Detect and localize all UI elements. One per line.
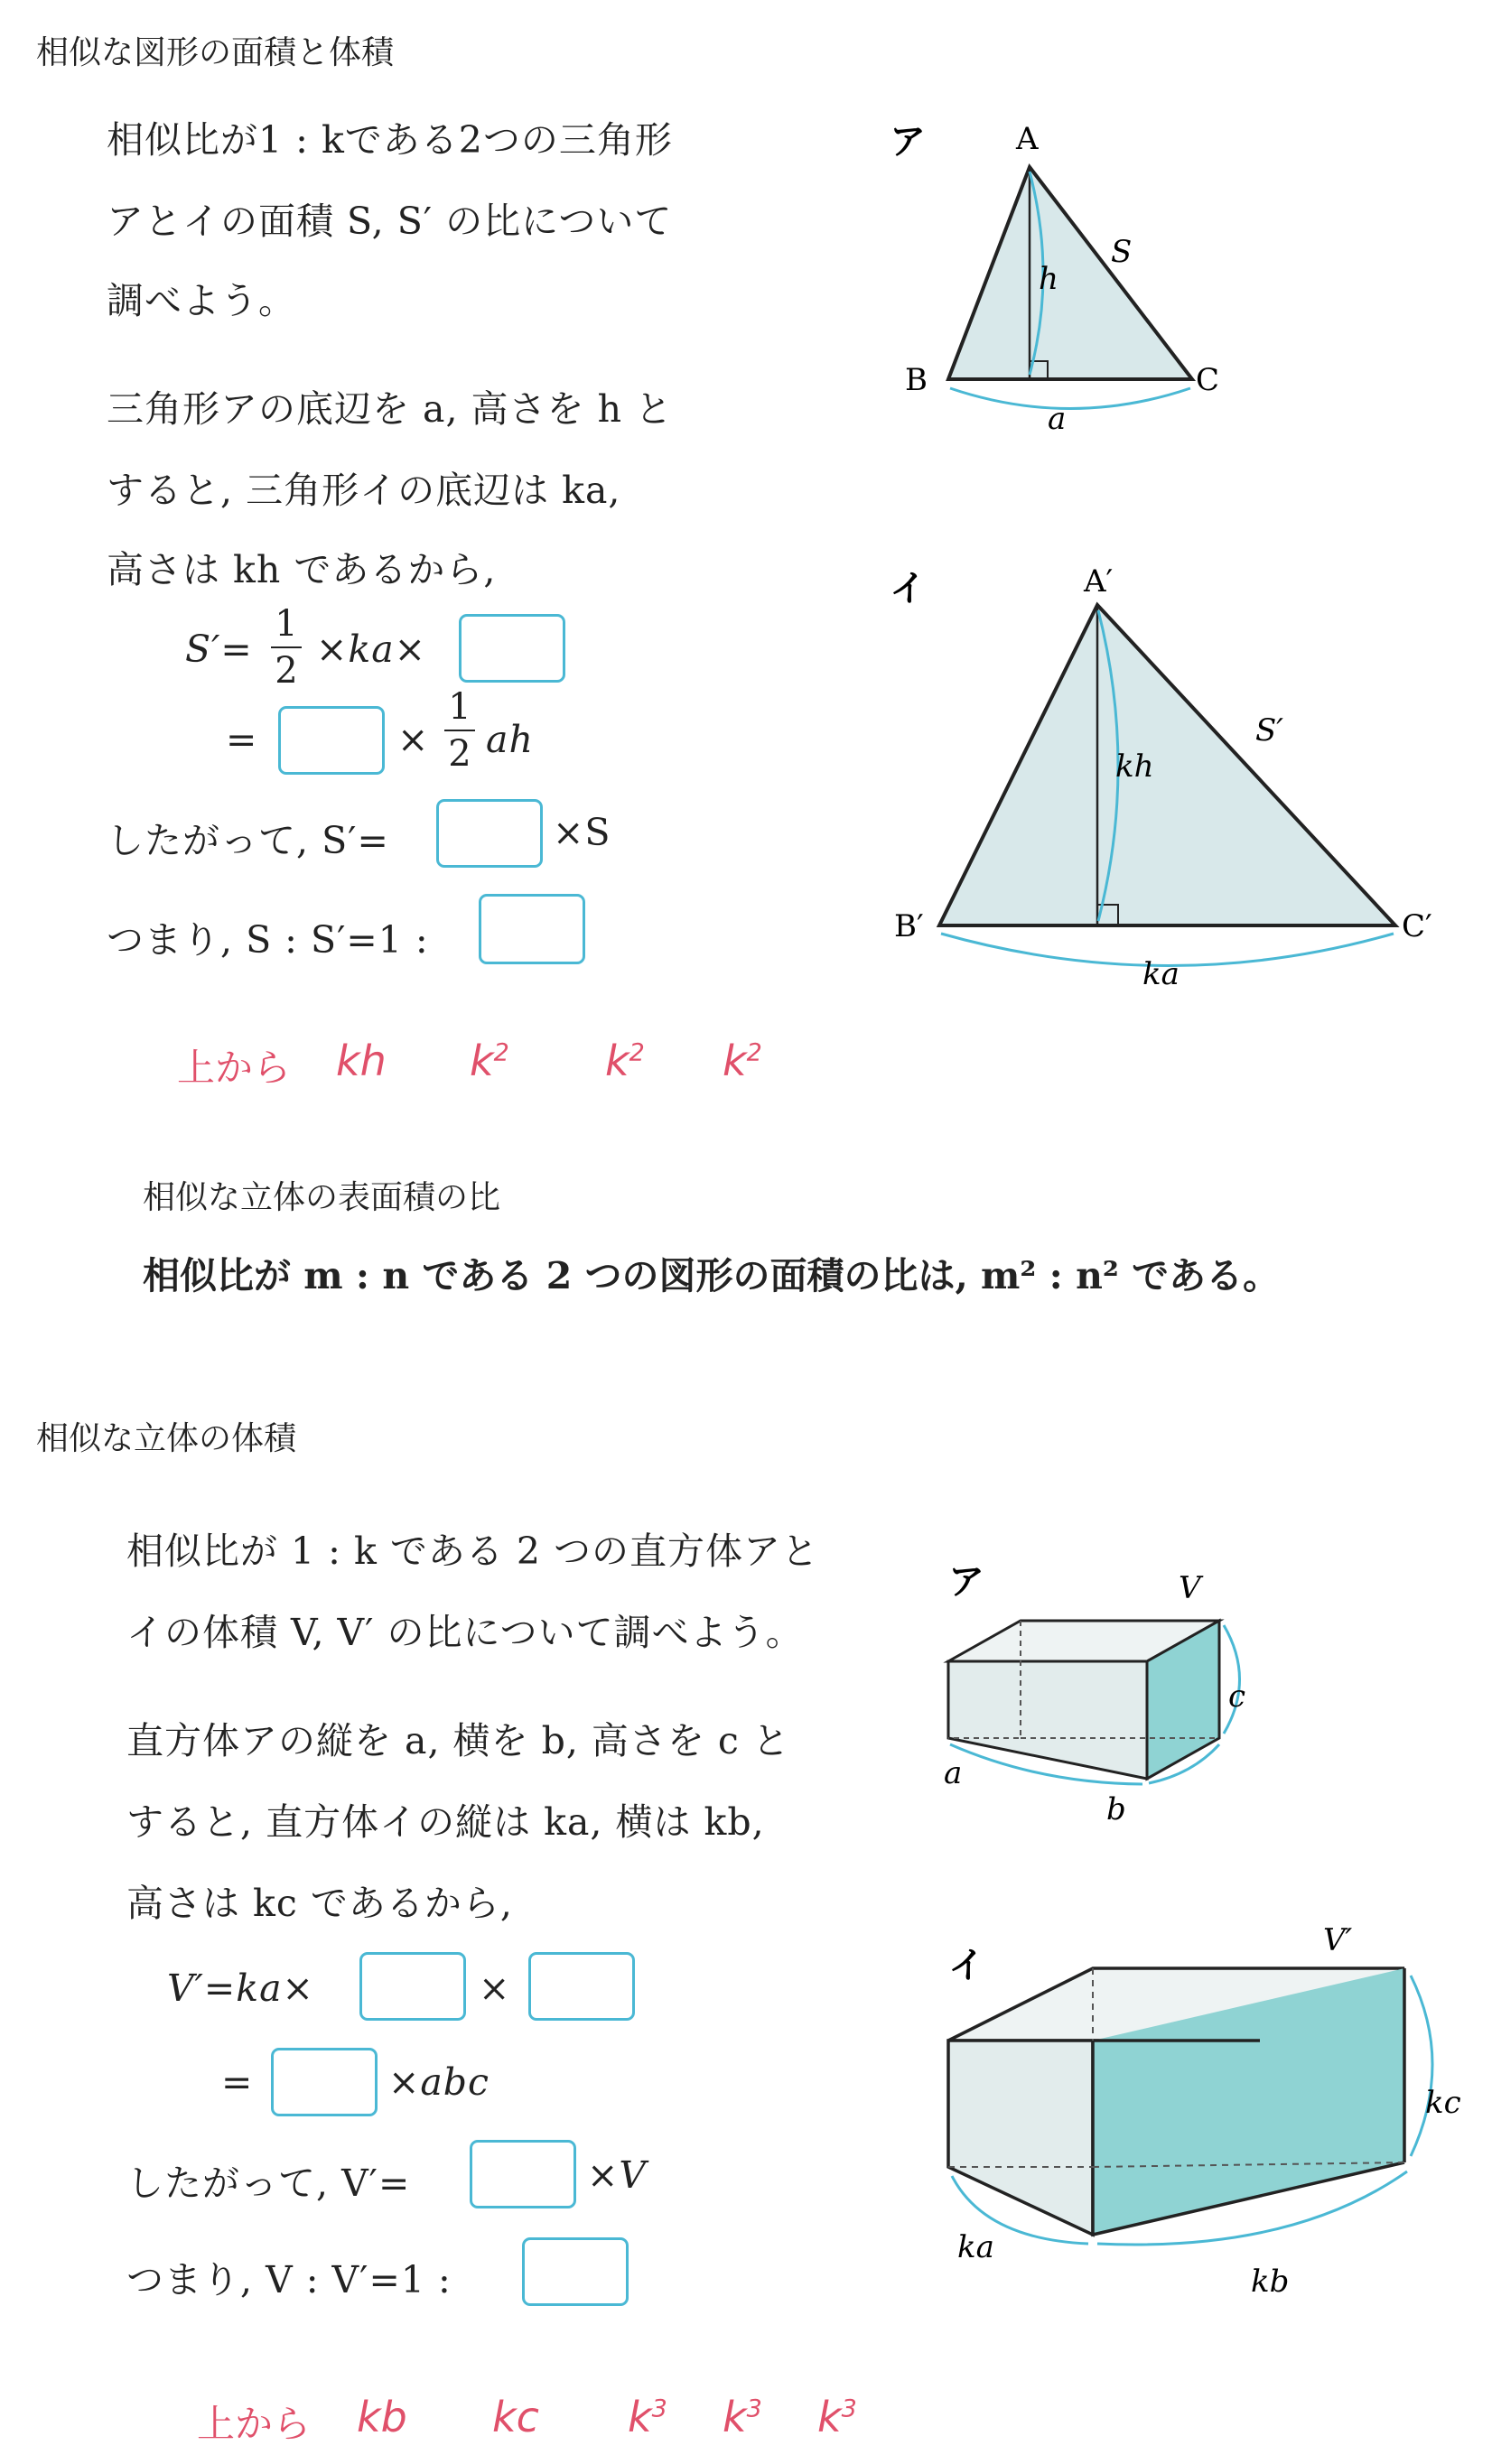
answer-exponent: 2 <box>629 1038 645 1067</box>
figure-label-i: イ <box>890 567 926 609</box>
text-line: すると, 三角形イの底辺は ka, <box>107 469 621 512</box>
fraction-bar <box>271 646 302 648</box>
answer-value <box>470 1037 509 1085</box>
volume-label: V <box>1179 1570 1201 1606</box>
width-label: b <box>1106 1791 1126 1827</box>
section-heading: 相似な立体の表面積の比 <box>143 1179 501 1216</box>
triangle-figures <box>867 108 1481 1020</box>
text-line: 相似比が1 : kである2つの三角形 <box>107 118 673 162</box>
equation-right: ×abc <box>388 2060 490 2104</box>
area-label: S′ <box>1255 712 1284 748</box>
equation-right: ×V <box>587 2153 647 2197</box>
answer-box[interactable] <box>470 2140 576 2208</box>
equation-left: V′=ka× <box>167 1967 314 2010</box>
depth-label: a <box>944 1755 963 1791</box>
answer-box[interactable] <box>528 1952 635 2021</box>
answer-exponent: 2 <box>493 1038 509 1067</box>
answer-base: k <box>605 1037 629 1085</box>
equation-left: S′= <box>185 628 253 671</box>
equation-mid: ×ka× <box>316 628 426 671</box>
answer-value <box>628 2393 667 2441</box>
height-label: kc <box>1425 2085 1461 2121</box>
figure-label-a: ア <box>948 1560 984 1603</box>
section-heading: 相似な図形の面積と体積 <box>36 34 395 71</box>
text-line: イの体積 V, V′ の比について調べよう。 <box>126 1611 804 1654</box>
answer-base: k <box>817 2393 842 2441</box>
answer-exponent: 3 <box>651 2394 667 2423</box>
equation-left: したがって, S′= <box>107 819 389 862</box>
answer-base: k <box>470 1037 494 1085</box>
text-line: アとイの面積 S, S′ の比について <box>107 200 673 243</box>
equation-tail: ah <box>486 718 534 761</box>
equation-mid: × <box>479 1967 511 2010</box>
answer-value <box>723 2393 762 2441</box>
base-arc <box>950 388 1190 409</box>
answer-base: k <box>723 2393 747 2441</box>
figure-label-i: イ <box>948 1944 984 1986</box>
vertex-label: C <box>1196 362 1220 398</box>
triangle-i <box>939 605 1395 925</box>
equation-left: = <box>226 718 258 761</box>
text-line: 直方体アの縦を a, 横を b, 高さを c と <box>126 1719 790 1762</box>
equation-left: つまり, S : S′=1 : <box>107 918 429 962</box>
answer-exponent: 3 <box>746 2394 762 2423</box>
equation-left: = <box>221 2060 254 2104</box>
rule-statement: 相似比が m : n である 2 つの図形の面積の比は, m² : n² である。 <box>143 1254 1281 1297</box>
figure-label-a: ア <box>890 120 926 163</box>
fraction <box>444 686 475 775</box>
fraction-denominator: 2 <box>448 733 471 775</box>
answer-value <box>605 1037 645 1085</box>
answer-value <box>817 2393 857 2441</box>
cuboid-side <box>948 2041 1093 2235</box>
answer-box[interactable] <box>479 894 585 964</box>
fraction-bar <box>444 730 475 731</box>
answer-box[interactable] <box>359 1952 466 2021</box>
equation-left: つまり, V : V′=1 : <box>126 2258 452 2301</box>
fraction-numerator: 1 <box>448 686 471 728</box>
cuboid-figures <box>912 1553 1490 2329</box>
fraction <box>271 603 302 692</box>
answer-value <box>723 1037 762 1085</box>
answer-prefix: 上から <box>177 1046 292 1090</box>
answer-box[interactable] <box>271 2048 378 2116</box>
text-line: すると, 直方体イの縦は ka, 横は kb, <box>126 1800 765 1844</box>
base-label: a <box>1048 401 1067 437</box>
depth-label: ka <box>957 2229 994 2265</box>
answer-value: kh <box>336 1037 387 1085</box>
answer-value: kc <box>492 2393 539 2441</box>
answer-box[interactable] <box>436 799 543 868</box>
answer-exponent: 3 <box>841 2394 857 2423</box>
height-arc <box>1411 1976 1432 2156</box>
text-line: 相似比が 1 : k である 2 つの直方体アと <box>126 1530 820 1573</box>
answer-base: k <box>723 1037 747 1085</box>
section-heading: 相似な立体の体積 <box>36 1420 297 1457</box>
height-label: h <box>1039 261 1058 297</box>
answer-box[interactable] <box>522 2237 629 2306</box>
text-line: 高さは kc であるから, <box>126 1882 513 1925</box>
vertex-label: A <box>1016 121 1039 157</box>
text-line: 調べよう。 <box>107 279 296 322</box>
text-line: 高さは kh であるから, <box>107 548 497 591</box>
vertex-label: B <box>905 362 928 398</box>
triangle-a <box>948 167 1192 379</box>
fraction-denominator: 2 <box>275 650 298 692</box>
area-label: S <box>1111 234 1133 270</box>
answer-box[interactable] <box>278 706 385 775</box>
answer-box[interactable] <box>459 614 565 683</box>
vertex-label: B′ <box>894 908 924 944</box>
fraction-numerator: 1 <box>275 603 298 645</box>
answer-base: k <box>628 2393 652 2441</box>
answer-prefix: 上から <box>197 2402 312 2446</box>
vertex-label: C′ <box>1402 908 1432 944</box>
text-line: 三角形アの底辺を a, 高さを h と <box>107 387 674 431</box>
equation-right: ×S <box>553 811 611 854</box>
vertex-label: A′ <box>1084 563 1114 600</box>
equation-left: したがって, V′= <box>126 2162 411 2205</box>
height-label: c <box>1228 1678 1246 1715</box>
equation-right: × <box>397 718 430 761</box>
answer-exponent: 2 <box>746 1038 762 1067</box>
answer-value: kb <box>357 2393 407 2441</box>
base-label: ka <box>1142 956 1180 992</box>
width-label: kb <box>1251 2264 1290 2300</box>
volume-label: V′ <box>1323 1922 1353 1958</box>
height-label: kh <box>1115 748 1154 785</box>
cuboid-side <box>948 1661 1147 1779</box>
